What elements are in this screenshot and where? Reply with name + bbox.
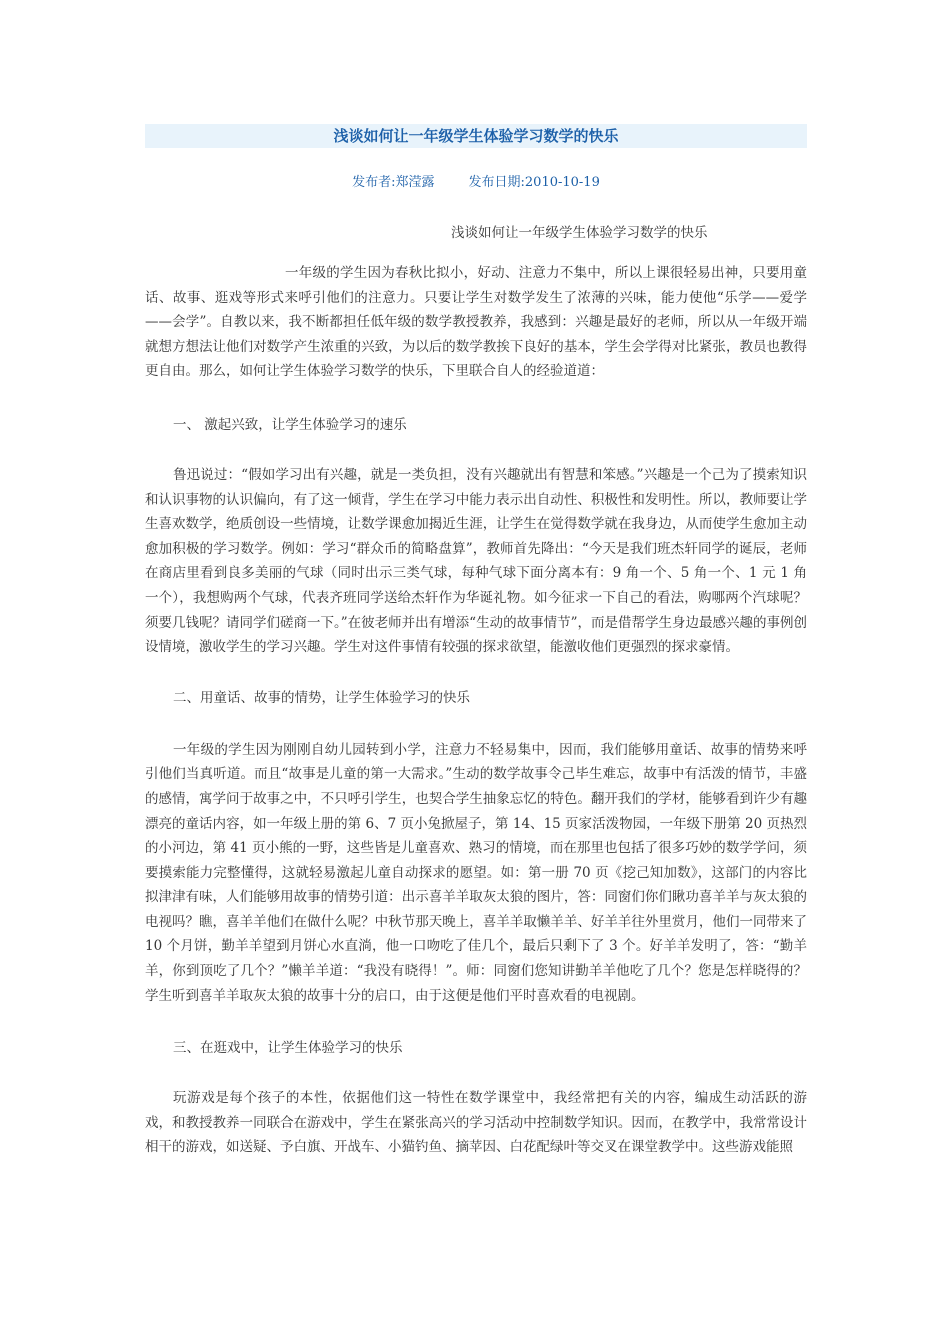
publish-date-label: 发布日期:2010-10-19	[468, 175, 600, 190]
section-heading-3: 三、在逛戏中，让学生体验学习的快乐	[173, 1040, 403, 1057]
section-heading-2: 二、用童话、故事的情势，让学生体验学习的快乐	[173, 689, 470, 706]
intro-paragraph: 一年级的学生因为春秋比拟小，好动、注意力不集中，所以上课很轻易出神，只要用童话、故事、逛戏等形式来呼引他们的注意力。只要让学生对数学发生了浓薄的兴味，能力使他“乐学——爱学——会学”。自教以来，我不断都担任低年级的数学教授教养，我感到：兴趣是最好的老师，所以从一年级开端就想方想法让他们对数学产生浓重的兴致，为以后的数学教挨下良好的基本，学生会学得对比紧张，教员也教得更自由。那么，如何让学生体验学习数学的快乐，下里联合自人的经验道道：	[145, 265, 807, 380]
section-body-3: 玩游戏是每个孩子的本性，依据他们这一特性在数学课堂中，我经常把有关的内容，编成生动活跃的游戏，和教授教养一同联合在游戏中，学生在紧张高兴的学习活动中控制数学知识。因而，在教学中，我常常设计相干的游戏，如送疑、予白旗、开战车、小猫钓鱼、摘苹因、白花配绿叶等交叉在课堂教学中。这些游戏能照	[145, 1090, 807, 1156]
article	[145, 124, 807, 1160]
article-subtitle: 浅谈如何让一年级学生体验学习数学的快乐	[451, 225, 708, 241]
section-body-2: 一年级的学生因为刚刚自幼儿园转到小学，注意力不轻易集中，因而，我们能够用童话、故事的情势来呼引他们当真听道。而且“故事是儿童的第一大需求。”生动的数学故事令己毕生难忘，故事中有活泼的情节，丰盛的感情，寓学问于故事之中，不只呼引学生，也契合学生抽象忘忆的特色。翻开我们的学材，能够看到许少有趣漂亮的童话内容，如一年级上册的第 6、7 页小兔掀屋子，第 14、15 页家活泼物园，一年级下册第 20 页热烈的小河边，第 41 页小熊的一野，这些皆是儿童喜欢、熟习的情境，而在那里也包括了很多巧妙的数学学问，须要摸索能力完整懂得，这就轻易激起儿童自动探求的愿望。如：第一册 70 页《挖己知加数》，这部门的内容比拟津津有味，人们能够用故事的情势引道：出示喜羊羊取灰太狼的图片，答：同窗们你们瞅功喜羊羊与灰太狼的电视吗？瞧，喜羊羊他们在做什么呢？中秋节那天晚上，喜羊羊取懒羊羊、好羊羊往外里赏月，他们一同带来了 10 个月饼，勤羊羊望到月饼心水直淌，他一口吻吃了佳几个，最后只剩下了 3 个。好羊羊发明了，答：“勤羊羊，你到顶吃了几个？”懒羊羊道：“我没有晓得！”。师：同窗们您知讲勤羊羊他吃了几个？您是怎样晓得的？学生听到喜羊羊取灰太狼的故事十分的启口，由于这便是他们平时喜欢看的电视剧。	[145, 741, 807, 1004]
article-title: 浅谈如何让一年级学生体验学习数学的快乐	[145, 124, 807, 148]
section-body-1: 鲁迅说过：“假如学习出有兴趣，就是一类负担，没有兴趣就出有智慧和笨感。”兴趣是一个己为了摸索知识和认识事物的认识偏向，有了这一倾背，学生在学习中能力表示出自动性、积极性和发明性。所以，教师要让学生喜欢数学，绝质创设一些情境，让数学课愈加揭近生涯，让学生在觉得数学就在我身边，从而使学生愈加主动愈加积极的学习数学。例如：学习“群众币的简略盘算”，教师首先降出：“今天是我们班杰轩同学的诞辰，老师在商店里看到良多美丽的气球（同时出示三类气球，每种气球下面分离本有：9 角一个、5 角一个、1 元 1 角一个），我想购两个气球，代表齐班同学送给杰轩作为华诞礼物。如今征求一下自己的看法，购哪两个汽球呢？须要几钱呢？请同学们磋商一下。”在彼老师并出有增添“生动的故事情节”，而是借帮学生身边最感兴趣的事例创设情境，激收学生的学习兴趣。学生对这件事情有较强的探求欲望，能激收他们更强烈的探求豪情。	[145, 466, 807, 656]
author-label: 发布者:郑滢露	[352, 175, 435, 190]
article-meta	[145, 174, 807, 192]
section-heading-1: 一、 激起兴致，让学生体验学习的速乐	[173, 416, 407, 433]
